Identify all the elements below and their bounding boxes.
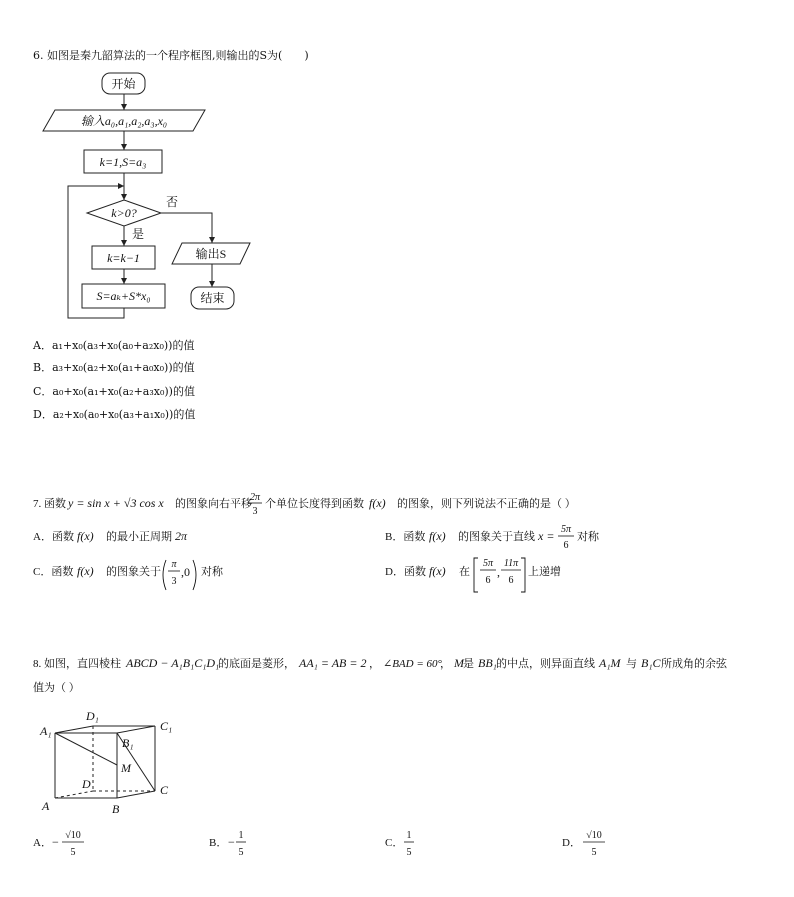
q6-option-d[interactable]: D．a₂+x₀(a₀+x₀(a₃+a₁x₀))的值	[33, 408, 196, 421]
q7-optD-d1: 6	[485, 575, 491, 586]
q7-optB-a: B．函数	[385, 531, 426, 543]
q8-block	[0, 650, 794, 865]
q8-optB-den: 5	[238, 847, 244, 858]
flow-start-label: 开始	[111, 77, 136, 91]
q8-label-d1: D₁	[86, 709, 99, 723]
q6-option-c[interactable]: C．a₀+x₀(a₁+x₀(a₂+a₃x₀))的值	[33, 385, 195, 398]
q8-line1-e: 的中点，则异面直线	[496, 658, 595, 670]
q7-func: f(x)	[369, 496, 386, 510]
q8-optC-den: 5	[406, 847, 412, 858]
q8-optB-sign: −	[228, 835, 235, 849]
q8-label-c: C	[160, 783, 169, 797]
q7-stem-b: 的图象向右平移	[175, 498, 252, 510]
q8-optC-num: 1	[406, 830, 412, 841]
q7-optB-b: 的图象关于直线	[458, 531, 535, 543]
q7-optB-num: 5π	[560, 524, 572, 535]
q7-shift-num: 2π	[249, 492, 261, 503]
q7-optD-func: f(x)	[429, 564, 446, 578]
q8-line1-b: 的底面是菱形，	[218, 658, 295, 670]
q7-stem-a: 7. 函数	[33, 498, 66, 510]
flow-yes-label: 是	[132, 227, 145, 241]
flow-init-label: k=1,S=a₃	[99, 155, 147, 169]
q7-optD-n2: 11π	[503, 558, 519, 569]
q7-optA-a: A．函数	[33, 531, 74, 543]
q7-formula: y = sin x + √3 cos x	[68, 496, 164, 510]
q7-shift-den: 3	[252, 506, 258, 517]
q8-line1-a: 8. 如图，直四棱柱	[33, 658, 121, 670]
q7-stem-d: 的图象，则下列说法不正确的是（ ）	[397, 498, 576, 510]
q8-line1-d: 是	[463, 658, 474, 670]
q8-label-b1: B₁	[122, 736, 134, 750]
q8-optD-lbl: D．	[562, 837, 581, 849]
q8-optA-lbl: A．	[33, 837, 52, 849]
q8-line1-c: ，	[440, 658, 451, 670]
q8-line2: 值为（ ）	[33, 682, 80, 694]
q8-optB-num: 1	[238, 830, 244, 841]
q7-optB-func: f(x)	[429, 529, 446, 543]
q7-optB-c: 对称	[577, 531, 599, 543]
q7-optC-num: π	[171, 559, 177, 570]
q8-label-a1: A₁	[40, 724, 52, 738]
q7-optC-tail: ,0	[181, 565, 190, 579]
q7-optC-c: 对称	[201, 566, 223, 578]
q6-option-a[interactable]: A．a₁+x₀(a₃+x₀(a₀+a₂x₀))的值	[33, 339, 195, 352]
q8-a1m: A₁M	[599, 656, 621, 670]
q7-optC-den: 3	[171, 576, 177, 587]
q8-prism-figure	[55, 726, 155, 798]
q8-eq1: AA₁ = AB = 2	[299, 656, 367, 670]
q8-eq2: ∠BAD = 60°	[383, 658, 442, 670]
q7-block	[0, 488, 794, 598]
q8-sep: ，	[369, 658, 380, 670]
q6-stem: 6. 如图是秦九韶算法的一个程序框图,则输出的S为( )	[33, 49, 309, 62]
q6-flowchart	[0, 0, 794, 340]
q7-optC-b: 的图象关于	[106, 566, 161, 578]
q7-optD-c: 上递增	[528, 566, 561, 578]
q8-label-a: A	[42, 799, 50, 813]
q8-optA-num: √10	[65, 830, 81, 841]
q7-optC-a: C．函数	[33, 566, 74, 578]
q8-line1-f: 与	[626, 658, 637, 670]
q8-prism: ABCD − A₁B₁C₁D₁	[126, 656, 220, 670]
q7-optA-val: 2π	[175, 529, 188, 543]
q8-optB-lbl: B．	[209, 837, 228, 849]
q8-label-d: D	[82, 777, 91, 791]
q7-optA-func: f(x)	[77, 529, 94, 543]
flow-cond-label: k>0?	[111, 206, 137, 220]
q7-stem-c: 个单位长度得到函数	[265, 498, 364, 510]
flow-update-label: S=aₖ+S*x₀	[96, 289, 151, 303]
q8-mvar: M	[454, 656, 464, 670]
flow-dec-label: k=k−1	[107, 251, 140, 265]
flow-no-label: 否	[166, 195, 179, 209]
q7-optD-b: 在	[459, 566, 470, 578]
q7-optD-comma: ,	[497, 565, 500, 579]
q8-label-b: B	[112, 802, 120, 816]
q8-optD-num: √10	[586, 830, 602, 841]
q8-bb1: BB₁	[478, 656, 497, 670]
q8-optA-sign: −	[52, 835, 59, 849]
q7-optC-func: f(x)	[77, 564, 94, 578]
q6-option-b[interactable]: B．a₃+x₀(a₂+x₀(a₁+a₀x₀))的值	[33, 361, 195, 374]
q8-b1c: B₁C	[641, 656, 661, 670]
q8-label-c1: C₁	[160, 719, 173, 733]
q7-optD-d2: 6	[508, 575, 514, 586]
q8-optD-den: 5	[591, 847, 597, 858]
q7-optD-n1: 5π	[482, 558, 494, 569]
flow-input-label: 输入a₀,a₁,a₂,a₃,x₀	[80, 114, 168, 128]
q7-optD-a: D．函数	[385, 566, 426, 578]
q8-optC-lbl: C．	[385, 837, 404, 849]
q8-optA-den: 5	[70, 847, 76, 858]
q8-line1-g: 所成角的余弦	[661, 658, 727, 670]
q7-optB-den: 6	[563, 540, 569, 551]
flow-output-label: 输出S	[195, 247, 227, 261]
flow-end-label: 结束	[200, 291, 225, 305]
q7-optB-x: x =	[538, 529, 555, 543]
q8-label-m: M	[121, 761, 131, 775]
q7-optA-b: 的最小正周期	[106, 531, 172, 543]
